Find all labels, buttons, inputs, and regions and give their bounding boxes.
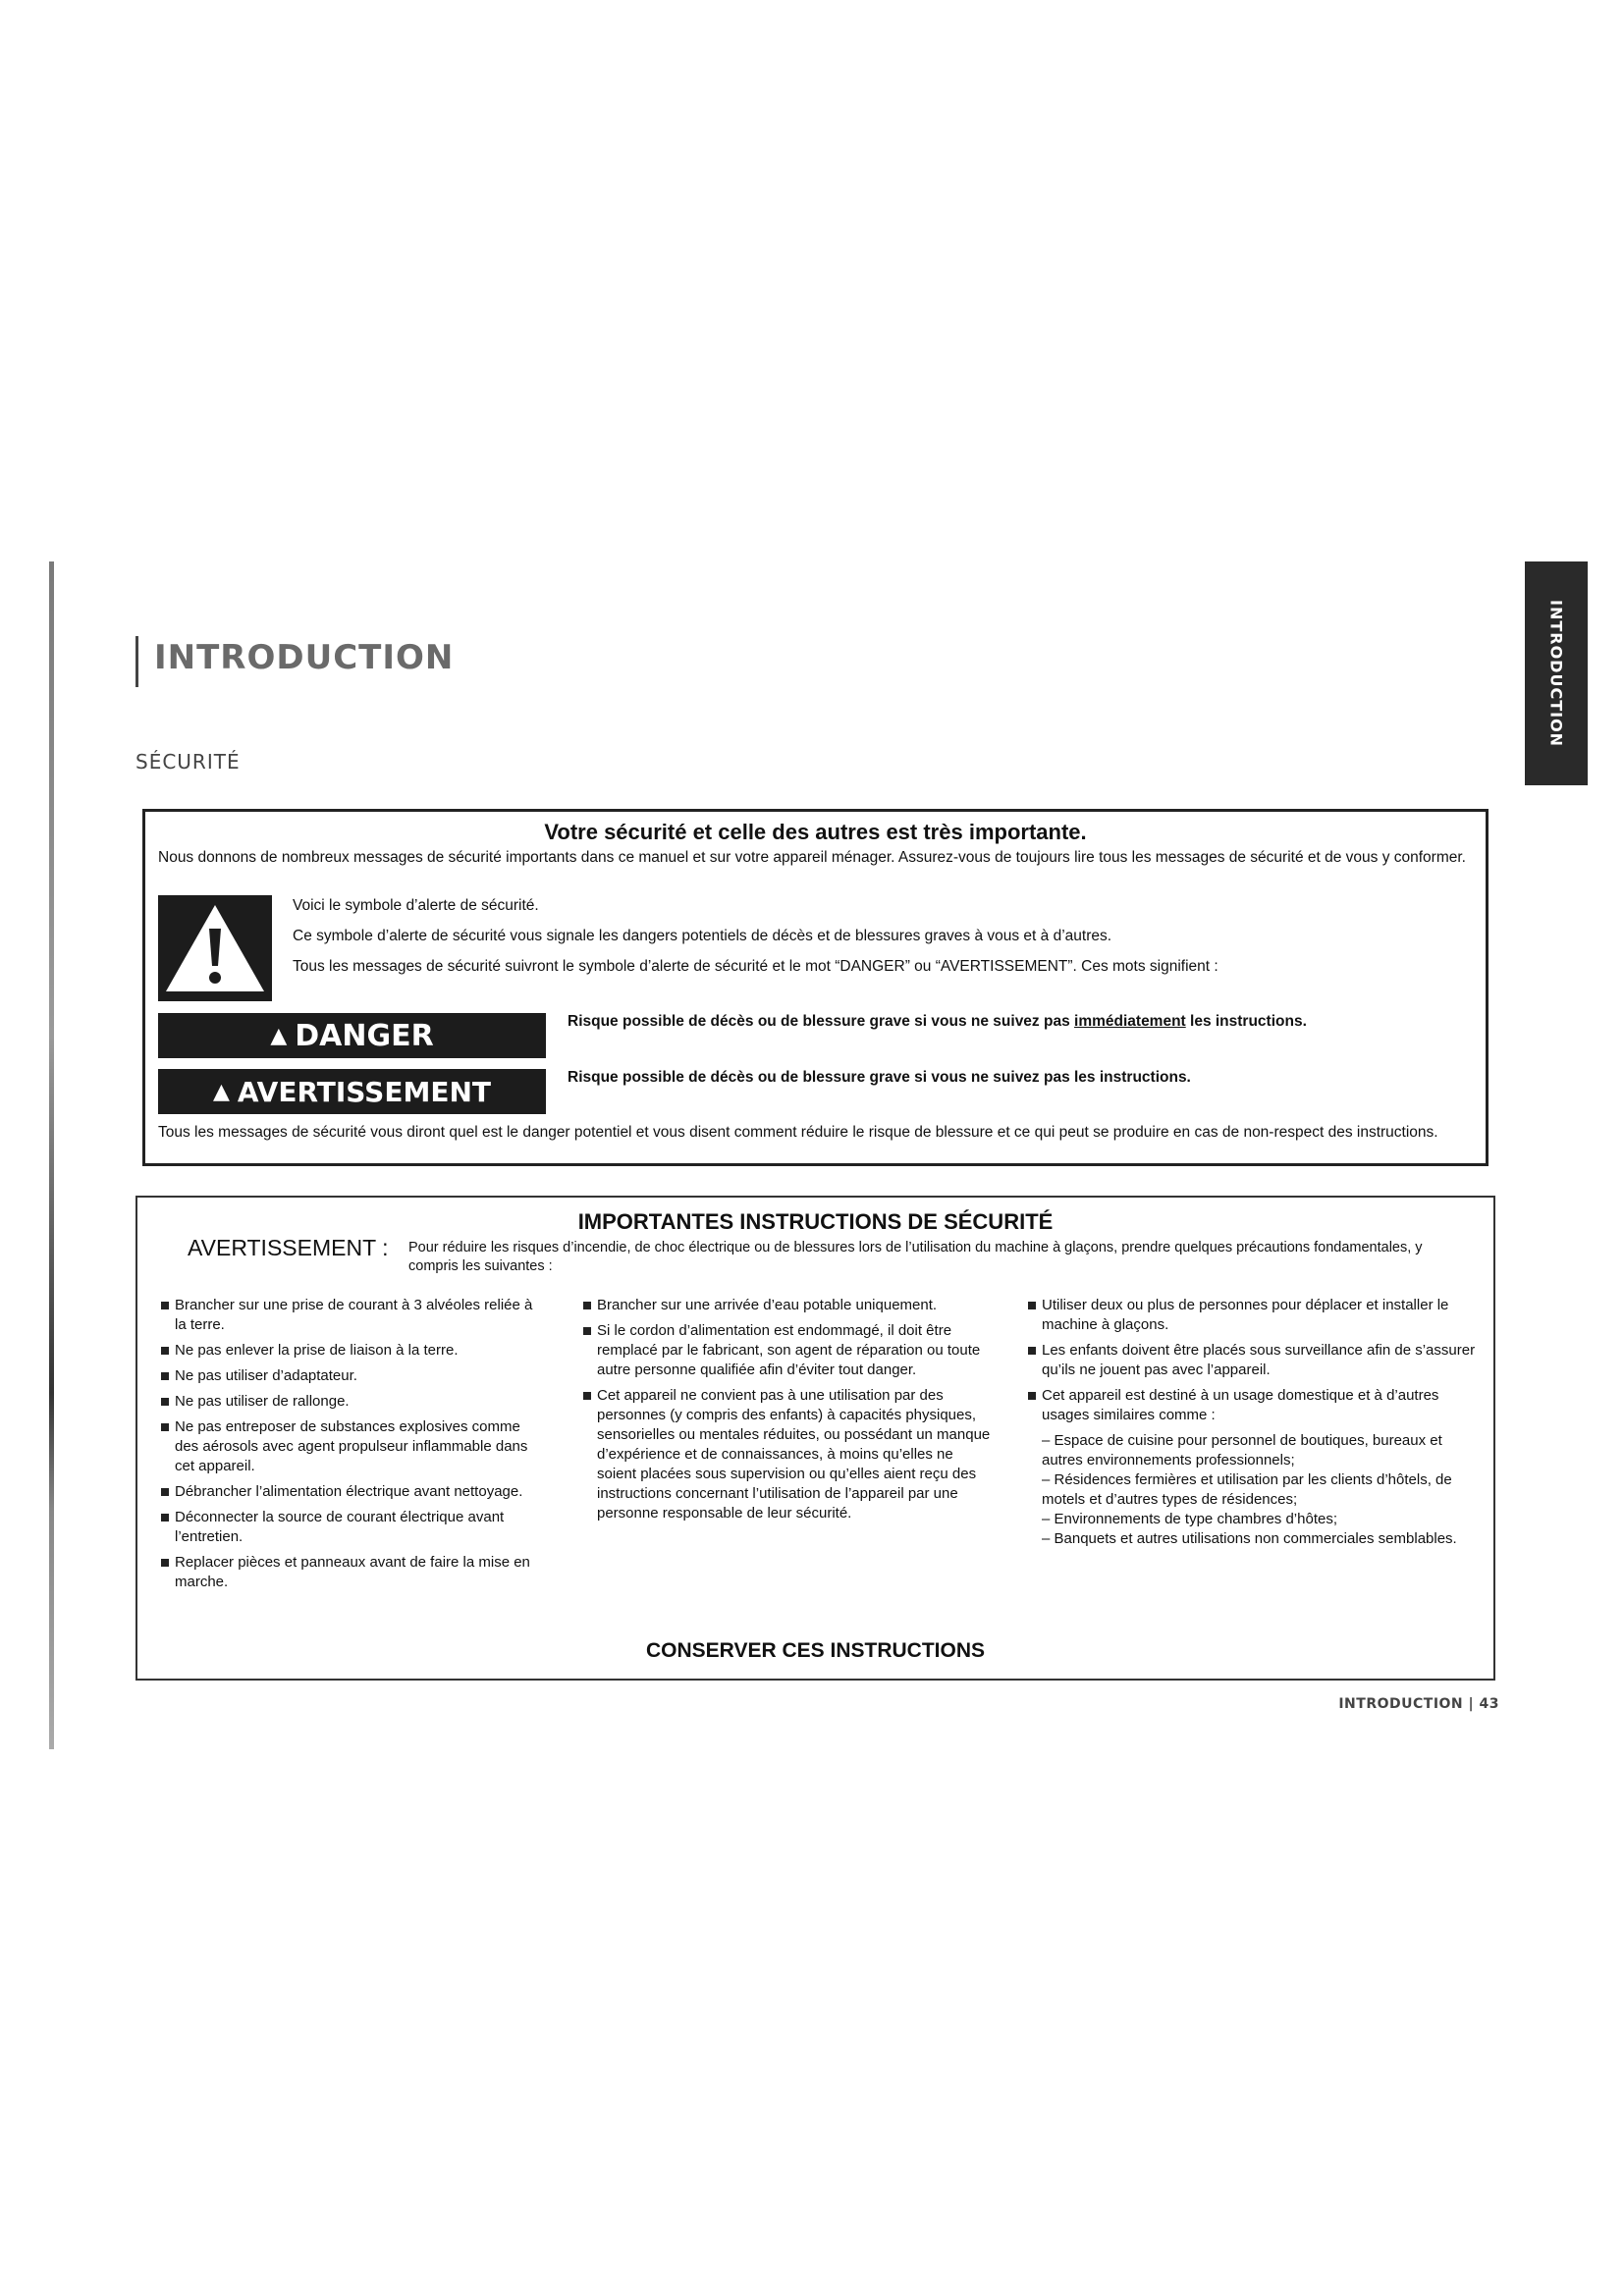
alert-line: Ce symbole d’alerte de sécurité vous signale les dangers potentiels de décès et de blessures graves à vous et à d’autres. (293, 928, 1112, 944)
sub-list-item: – Environnements de type chambres d’hôtes; (1042, 1511, 1338, 1527)
danger-emphasis: immédiatement (1074, 1013, 1186, 1030)
list-item: Replacer pièces et panneaux avant de faire la mise en marche. (159, 1553, 542, 1592)
warning-triangle-icon: ▲ (270, 1023, 288, 1048)
instructions-footer: CONSERVER CES INSTRUCTIONS (646, 1639, 985, 1662)
warning-triangle-icon: ▲ (212, 1079, 230, 1104)
safety-box-heading: Votre sécurité et celle des autres est très importante. (544, 820, 1087, 844)
instructions-heading: IMPORTANTES INSTRUCTIONS DE SÉCURITÉ (577, 1209, 1054, 1234)
instructions-column-3 (1026, 1296, 1478, 1549)
list-item: Si le cordon d’alimentation est endommagé, il doit être remplacé par le fabricant, son agent de réparation ou toute autre personne qualifiée afin d’éviter tout danger. (581, 1321, 994, 1380)
sub-list-item: – Résidences fermières et utilisation par les clients d’hôtels, de motels et d’autres types de résidences; (1042, 1471, 1452, 1508)
warning-description: Risque possible de décès ou de blessure grave si vous ne suivez pas les instructions. (568, 1069, 1191, 1086)
list-item: Cet appareil est destiné à un usage domestique et à d’autres usages similaires comme : (1026, 1386, 1478, 1425)
title-accent-bar (135, 636, 138, 687)
safety-box-footer: Tous les messages de sécurité vous diront quel est le danger potentiel et vous disent comment réduire le risque de blessure et ce qui peut se produire en cas de non-respect des instructions. (158, 1124, 1438, 1141)
sub-list-item: – Banquets et autres utilisations non commerciales semblables. (1042, 1530, 1457, 1547)
danger-signal-banner (158, 1013, 546, 1058)
instructions-warning-label: AVERTISSEMENT : (188, 1235, 389, 1260)
safety-box-intro: Nous donnons de nombreux messages de sécurité importants dans ce manuel et sur votre appareil ménager. Assurez-vous de toujours lire tous les messages de sécurité et de vous y conformer. (158, 849, 1466, 866)
danger-description: Risque possible de décès ou de blessure grave si vous ne suivez pas immédiatement les instructions. (568, 1013, 1307, 1030)
instructions-column-2 (581, 1296, 994, 1529)
section-title: SÉCURITÉ (135, 750, 241, 774)
list-item: Débrancher l’alimentation électrique avant nettoyage. (159, 1482, 542, 1502)
list-item: Ne pas utiliser de rallonge. (159, 1392, 542, 1412)
sub-list-item: – Espace de cuisine pour personnel de boutiques, bureaux et autres environnements professionnels; (1042, 1432, 1442, 1468)
alert-line: Tous les messages de sécurité suivront le symbole d’alerte de sécurité et le mot “DANGER” ou “AVERTISSEMENT”. Ces mots signifient : (293, 958, 1218, 975)
warning-label: AVERTISSEMENT (237, 1075, 492, 1108)
left-margin-rule (49, 561, 54, 1749)
side-tab-label: INTRODUCTION (1546, 599, 1566, 748)
warning-signal-banner (158, 1069, 546, 1114)
instructions-warning-text: Pour réduire les risques d’incendie, de choc électrique ou de blessures lors de l’utilisation du machine à glaçons, prendre quelques précautions fondamentales, y compris les suivantes : (408, 1240, 1423, 1274)
safety-alert-icon (158, 895, 272, 1001)
important-instructions-box (135, 1196, 1495, 1681)
page-title: INTRODUCTION (154, 638, 455, 677)
list-item: Utiliser deux ou plus de personnes pour déplacer et installer le machine à glaçons. (1026, 1296, 1478, 1335)
alert-explanation (293, 896, 1422, 988)
list-item: Ne pas entreposer de substances explosives comme des aérosols avec agent propulseur inflammable dans cet appareil. (159, 1417, 542, 1476)
danger-label: DANGER (295, 1018, 434, 1053)
instructions-column-1 (159, 1296, 542, 1598)
list-item: Brancher sur une prise de courant à 3 alvéoles reliée à la terre. (159, 1296, 542, 1335)
list-item: Cet appareil ne convient pas à une utilisation par des personnes (y compris des enfants) à capacités physiques, sensorielles ou mentales réduites, ou possédant un manque d’expérience et de connaissances, à moins qu’elles ne soient placées sous supervision ou qu’elles aient reçu des instructions concernant l’utilisation de l’appareil par une personne responsable de leur sécurité. (581, 1386, 994, 1523)
list-item: Ne pas utiliser d’adaptateur. (159, 1366, 542, 1386)
list-item: Ne pas enlever la prise de liaison à la terre. (159, 1341, 542, 1361)
list-item: Les enfants doivent être placés sous surveillance afin de s’assurer qu’ils ne jouent pas avec l’appareil. (1026, 1341, 1478, 1380)
side-section-tab (1525, 561, 1588, 785)
page-footer: INTRODUCTION | 43 (1338, 1696, 1499, 1712)
list-item: Déconnecter la source de courant électrique avant l’entretien. (159, 1508, 542, 1547)
safety-message-box (142, 809, 1489, 1166)
alert-line: Voici le symbole d’alerte de sécurité. (293, 897, 539, 914)
list-item: Brancher sur une arrivée d’eau potable uniquement. (581, 1296, 994, 1315)
